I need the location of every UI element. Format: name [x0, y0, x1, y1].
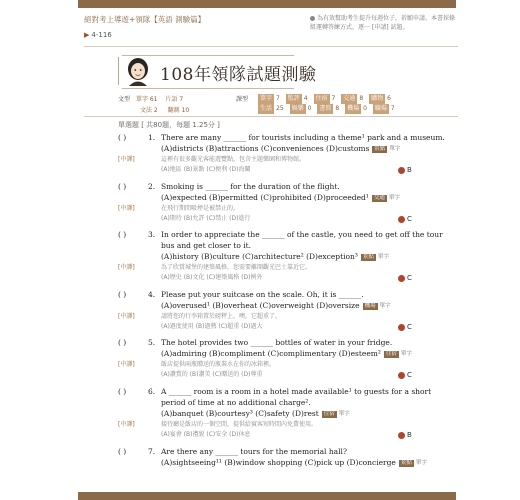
category-grid	[258, 94, 399, 114]
category-tag: 單字 7	[260, 95, 280, 102]
series-title: 絕對考上導遊+領隊【英語 測驗篇】	[84, 15, 206, 24]
category-badge: 景點	[362, 253, 374, 260]
question-stem: Please put your suitcase on the scale. Oh, it is ______.	[161, 290, 364, 299]
answer-mark: C	[398, 323, 412, 331]
category-tag: 機場 0	[347, 105, 367, 112]
question-options: (A)sightseeing¹¹ (B)window shopping (C)pick up (D)concierge 景點 單字	[161, 458, 427, 467]
category-badge: 機場	[364, 302, 376, 309]
category-tag: 住宿 7	[315, 95, 336, 102]
category-tag: 購物 6	[371, 95, 391, 102]
question-stem: The hotel provides two ______ bottles of water in your fridge.	[161, 338, 393, 347]
category-tag: 交通 8	[343, 95, 364, 102]
answer-mark: C	[398, 215, 412, 223]
category-badge: 住宿	[323, 410, 335, 417]
category-badge: 住宿	[385, 350, 397, 357]
top-border-bar	[78, 0, 456, 8]
translation: [中譯] 接待廳是飯店的一個空間，提供給賓客短時間內免費使用。	[118, 421, 318, 428]
translation: [中譯] 這裡有很多觀光客能遊覽點，包含主題樂園和博物館。	[118, 156, 306, 163]
question-stem: There are many ______ for tourists including a theme¹ park and a museum.	[161, 133, 445, 142]
category-badge: 景點	[374, 145, 386, 152]
arrow-icon: ▶	[84, 31, 90, 39]
category-badge: 交通	[373, 194, 385, 201]
answer-icon	[398, 216, 405, 223]
translation: [中譯] 為了欣賞城堡的建築風格，您需要離開觀光巴士靠近它。	[118, 264, 312, 271]
category-tag: 娛樂 0	[291, 105, 312, 112]
category-badge: 景點	[400, 459, 412, 466]
bullet-icon	[310, 16, 315, 21]
question-stem: A ______ room is a room in a hotel made available¹ to guests for a short period of time at no additional charge².	[161, 387, 432, 407]
teacher-avatar-icon	[124, 56, 152, 86]
question-options: (A)overused¹ (B)overheat (C)overweight (D)oversize 機場 單字	[161, 301, 391, 310]
question-stem: Are there any ______ tours for the memorial hall?	[161, 447, 347, 456]
question-options: (A)banquet (B)courtesy³ (C)safety (D)rest 住宿 單字	[161, 409, 350, 418]
answer-icon	[398, 275, 405, 282]
divider	[84, 46, 458, 47]
category-tag: 生活 25	[260, 105, 284, 112]
answer-icon	[398, 432, 405, 439]
translation: [中譯] 飯店提供兩瓶贈送的瓶裝水在你的冰箱裡。	[118, 361, 276, 368]
answer-mark: C	[398, 371, 412, 379]
category-tag: 職場 7	[374, 105, 395, 112]
header-note: 為有效幫助考生提升每週位子，祈願申請。本書採條組運轉答練方式，逐一 [申請] 試題。	[310, 15, 456, 31]
bottom-border-bar	[78, 492, 456, 500]
category-tag: 書寫 8	[319, 105, 340, 112]
question-options: (A)admiring (B)compliment (C)complimentary (D)esteem² 住宿 單字	[161, 349, 412, 358]
answer-mark: B	[398, 431, 412, 439]
answer-mark: B	[398, 166, 412, 174]
translation: [中譯] 請將您的行李箱置於磅秤上，噢，它超重了。	[118, 313, 282, 320]
page-title: 108年領隊試題測驗	[160, 65, 317, 85]
translation: [中譯] 在飛行期間吸煙是被禁止的。	[118, 205, 240, 212]
page-number: ▶ 4-116	[84, 31, 112, 39]
question-stem: In order to appreciate the ______ of the castle, you need to get off the tour bus and get closer to it.	[161, 230, 443, 250]
answer-icon	[398, 324, 405, 331]
section-heading: 單選題 [ 共80題，每題 1.25分 ]	[118, 121, 220, 129]
divider	[84, 116, 458, 117]
answer-icon	[398, 372, 405, 379]
answer-mark: C	[398, 274, 412, 282]
stats-block: 文型 單字 61 片語 7 文法 2 翻測 10	[118, 96, 190, 114]
question-options: (A)expected (B)permitted (C)prohibited (D)proceeded¹ 交通 單字	[161, 193, 400, 202]
question-stem: Smoking is ______ for the duration of the flight.	[161, 182, 340, 191]
type-label: 課型	[236, 96, 249, 103]
question-options: (A)history (B)culture (C)architecture² (D)exception³ 景點 單字	[161, 252, 389, 261]
question-options: (A)districts (B)attractions (C)conveniences (D)customs 景點 單字	[161, 144, 401, 153]
category-tag: 監評 4	[287, 95, 308, 102]
answer-icon	[398, 167, 405, 174]
